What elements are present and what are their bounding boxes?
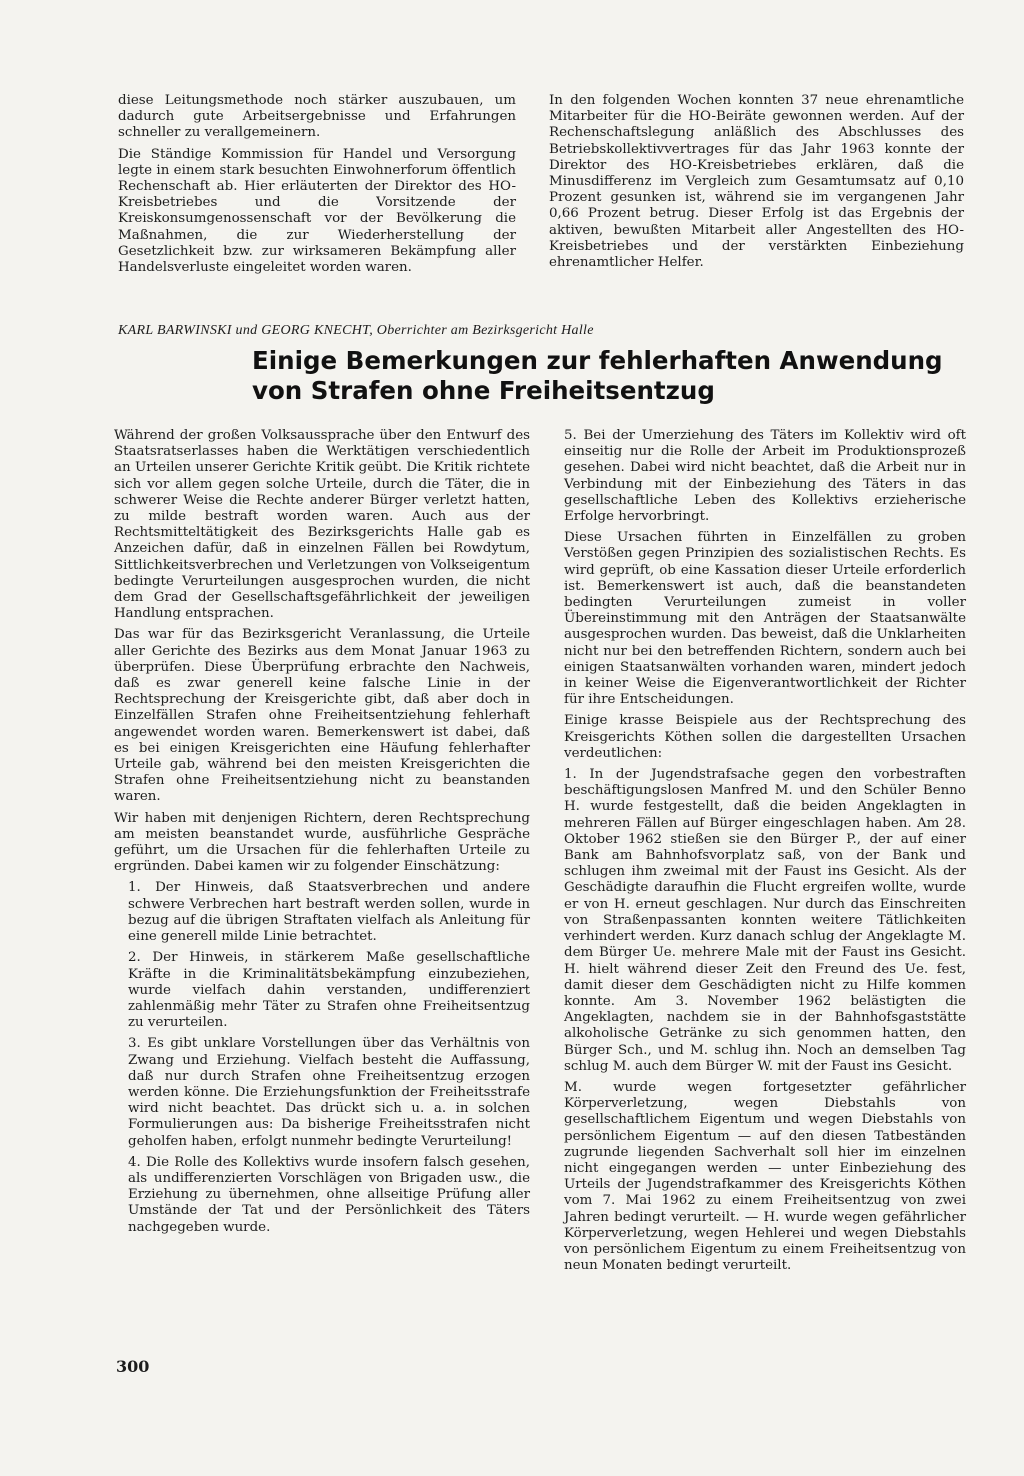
paragraph: Die Ständige Kommission für Handel und Versorgung legte in einem stark besuchten Einwohnerforum öffentlich Rechenschaft ab. Hier erläuterten der Direktor des HO-Kreisbetriebes und die Vorsitzende der Kreiskonsumgenossenschaft vor der Bevölkerung die Maßnahmen, die zur Wiederherstellung der Gesetzlichkeit bzw. zur wirksameren Bekämpfung aller Handelsverluste eingeleitet worden waren.: [118, 146, 516, 276]
list-item: 2. Der Hinweis, in stärkerem Maße gesellschaftliche Kräfte in die Kriminalitätsbekämpfung einzubeziehen, wurde vielfach dahin verstanden, undifferenziert zahlenmäßig mehr Täter zu Strafen ohne Freiheitsentzug zu verurteilen.: [128, 950, 530, 1031]
article-title: Einige Bemerkungen zur fehlerhaften Anwendung von Strafen ohne Freiheitsentzug: [252, 346, 943, 405]
author-byline: KARL BARWINSKI und GEORG KNECHT, Oberrichter am Bezirksgericht Halle: [118, 323, 594, 338]
paragraph: In den folgenden Wochen konnten 37 neue ehrenamtliche Mitarbeiter für die HO-Beiräte gewonnen werden. Auf der Rechenschaftslegung anläßlich des Abschlusses des Betriebskollektivvertrages für das Jahr 1963 konnte der Direktor des HO-Kreisbetriebes erklären, daß die Minusdifferenz im Vergleich zum Gesamtumsatz auf 0,10 Prozent gesunken ist, während sie im vergangenen Jahr 0,66 Prozent betrug. Dieser Erfolg ist das Ergebnis der aktiven, bewußten Mitarbeit aller Angestellten des HO-Kreisbetriebes und der verstärkten Einbeziehung ehrenamtlicher Helfer.: [549, 93, 964, 271]
list-item: 3. Es gibt unklare Vorstellungen über das Verhältnis von Zwang und Erziehung. Vielfach besteht die Auffassung, daß nur durch Strafen ohne Freiheitsentzug erzogen werden könne. Die Erziehungsfunktion der Freiheitsstrafe wird nicht beachtet. Das drückt sich u. a. in solchen Formulierungen aus: Da bisherige Freiheitsstrafen nicht geholfen haben, erfolgt nunmehr bedingte Verurteilung!: [128, 1036, 530, 1149]
list-item: 4. Die Rolle des Kollektivs wurde insofern falsch gesehen, als undifferenzierten Vorschlägen von Brigaden usw., die Erziehung zu übernehmen, ohne allseitige Prüfung aller Umstände der Tat und der Persönlichkeit des Täters nachgegeben wurde.: [128, 1154, 530, 1235]
paragraph: M. wurde wegen fortgesetzter gefährlicher Körperverletzung, wegen Diebstahls von gesellschaftlichem Eigentum und wegen Diebstahls von persönlichem Eigentum — auf den diesen Tatbeständen zugrunde liegenden Sachverhalt soll hier im einzelnen nicht eingegangen werden — unter Einbeziehung des Urteils der Jugendstrafkammer des Kreisgerichts Köthen vom 7. Mai 1962 zu einem Freiheitsentzug von zwei Jahren bedingt verurteilt. — H. wurde wegen gefährlicher Körperverletzung, wegen Hehlerei und wegen Diebstahls von persönlichem Eigentum zu einem Freiheitsentzug von neun Monaten bedingt verurteilt.: [564, 1079, 966, 1274]
list-item: 5. Bei der Umerziehung des Täters im Kollektiv wird oft einseitig nur die Rolle der Arbeit im Produktionsprozeß gesehen. Dabei wird nicht beachtet, daß die Arbeit nur in Verbindung mit der Einbeziehung des Täters in das gesellschaftliche Leben des Kollektivs erzieherische Erfolge hervorbringt.: [564, 428, 966, 525]
paragraph: Einige krasse Beispiele aus der Rechtsprechung des Kreisgerichts Köthen sollen die dargestellten Ursachen verdeutlichen:: [564, 713, 966, 761]
paragraph: Während der großen Volksaussprache über den Entwurf des Staatsratserlasses haben die Werktätigen verschiedentlich an Urteilen unserer Gerichte Kritik geübt. Die Kritik richtete sich vor allem gegen solche Urteile, durch die Täter, die in schwerer Weise die Rechte anderer Bürger verletzt hatten, zu milde bestraft worden waren. Auch aus der Rechtsmitteltätigkeit des Bezirksgerichts Halle gab es Anzeichen dafür, daß in einzelnen Fällen bei Rowdytum, Sittlichkeitsverbrechen und Verletzungen von Volkseigentum bedingte Verurteilungen ausgesprochen wurden, die nicht dem Grad der Gesellschaftsgefährlichkeit der jeweiligen Handlung entsprachen.: [114, 428, 530, 622]
page-number: 300: [116, 1357, 150, 1376]
paragraph: Wir haben mit denjenigen Richtern, deren Rechtsprechung am meisten beanstandet wurde, ausführliche Gespräche geführt, um die Ursachen für die fehlerhaften Urteile zu ergründen. Dabei kamen wir zu folgender Einschätzung:: [114, 810, 530, 875]
article-left-column: [114, 428, 530, 1241]
continued-article-left-column: [118, 93, 516, 281]
paragraph: Das war für das Bezirksgericht Veranlassung, die Urteile aller Gerichte des Bezirks aus dem Monat Januar 1963 zu überprüfen. Diese Überprüfung erbrachte den Nachweis, daß es zwar generell keine falsche Linie in der Rechtsprechung der Kreisgerichte gibt, daß aber doch in Einzelfällen Strafen ohne Freiheitsentziehung fehlerhaft angewendet worden waren. Bemerkenswert ist dabei, daß es bei einigen Kreisgerichten eine Häufung fehlerhafter Urteile gab, während bei den meisten Kreisgerichten die Strafen ohne Freiheitsentziehung nicht zu beanstanden waren.: [114, 627, 530, 805]
paragraph: diese Leitungsmethode noch stärker auszubauen, um dadurch gute Arbeitsergebnisse und Erfahrungen schneller zu verallgemeinern.: [118, 93, 516, 141]
list-item: 1. In der Jugendstrafsache gegen den vorbestraften beschäftigungslosen Manfred M. und den Schüler Benno H. wurde festgestellt, daß die beiden Angeklagten in mehreren Fällen auf Bürger eingeschlagen haben. Am 28. Oktober 1962 stießen sie den Bürger P., der auf einer Bank am Bahnhofsvorplatz saß, von der Bank und schlugen ihm zweimal mit der Faust ins Gesicht. Als der Geschädigte daraufhin die Flucht ergreifen wollte, wurde er von H. erneut geschlagen. Nur durch das Einschreiten von Straßenpassanten konnten weitere Tätlichkeiten verhindert werden. Kurz danach schlug der Angeklagte M. dem Bürger Ue. mehrere Male mit der Faust ins Gesicht. H. hielt während dieser Zeit den Freund des Ue. fest, damit dieser dem Geschädigten nicht zu Hilfe kommen konnte. Am 3. November 1962 belästigten die Angeklagten, nachdem sie in der Bahnhofsgaststätte alkoholische Getränke zu sich genommen hatten, den Bürger Sch., und M. schlug ihn. Noch an demselben Tag schlug M. auch dem Bürger W. mit der Faust ins Gesicht.: [564, 767, 966, 1074]
list-item: 1. Der Hinweis, daß Staatsverbrechen und andere schwere Verbrechen hart bestraft werden sollen, wurde in bezug auf die übrigen Straftaten vielfach als Anleitung für eine generell milde Linie betrachtet.: [128, 880, 530, 945]
continued-article-right-column: [549, 93, 964, 276]
paragraph: Diese Ursachen führten in Einzelfällen zu groben Verstößen gegen Prinzipien des sozialistischen Rechts. Es wird geprüft, ob eine Kassation dieser Urteile erforderlich ist. Bemerkenswert ist auch, daß die beanstandeten bedingten Verurteilungen zumeist in voller Übereinstimmung mit den Anträgen der Staatsanwälte ausgesprochen wurden. Das beweist, daß die Unklarheiten nicht nur bei den betreffenden Richtern, sondern auch bei einigen Staatsanwälten vorhanden waren, mindert jedoch in keiner Weise die Eigenverantwortlichkeit der Richter für ihre Entscheidungen.: [564, 530, 966, 708]
article-right-column: [564, 428, 966, 1279]
